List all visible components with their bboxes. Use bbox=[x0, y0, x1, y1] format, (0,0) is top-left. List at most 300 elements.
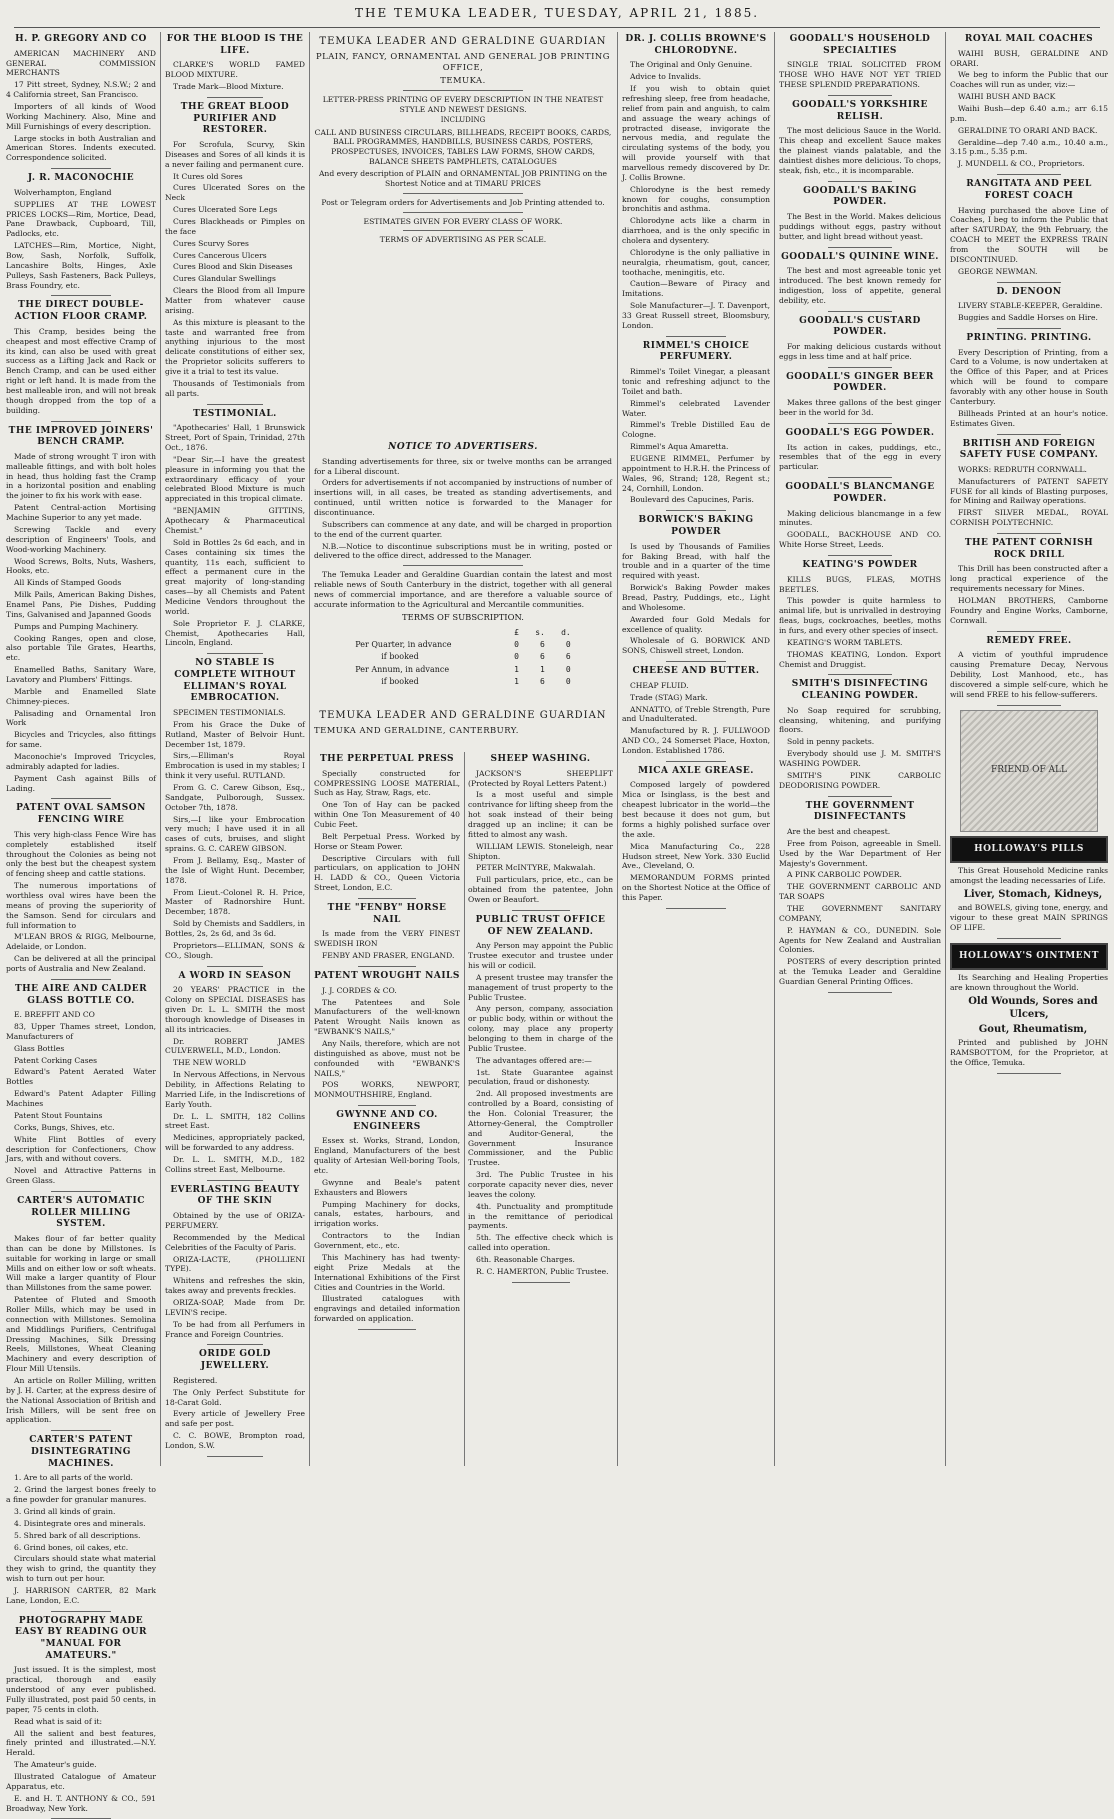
ad-text: Everybody should use J. M. SMITH'S WASHING POWDER. bbox=[779, 749, 941, 769]
ad-title: ROYAL MAIL COACHES bbox=[964, 34, 1094, 44]
ad-text: An article on Roller Milling, written by J. H. Carter, at the express desire of the National Association of British and Irish Millers, will be sent free on application. bbox=[6, 1376, 156, 1425]
ad-title: THE PERPETUAL PRESS bbox=[319, 754, 455, 764]
ad-text: Chlorodyne is the best remedy known for coughs, consumption bronchitis and asthma. bbox=[622, 184, 770, 214]
ad-text: The Best in the World. Makes delicious puddings without eggs, pastry without butter, and light bread without yeast. bbox=[779, 212, 941, 241]
divider bbox=[828, 992, 893, 993]
ad-text: Patent Central-action Mortising Machine Superior to any yet made. bbox=[6, 503, 156, 523]
ad-text: AMERICAN MACHINERY AND GENERAL COMMISSION MERCHANTS bbox=[6, 48, 156, 78]
ad-text: LIVERY STABLE-KEEPER, Geraldine. bbox=[958, 301, 1103, 311]
divider bbox=[997, 1073, 1060, 1074]
row-label: if booked bbox=[381, 652, 419, 662]
divider bbox=[51, 979, 111, 980]
ad-title: SHEEP WASHING. bbox=[490, 754, 591, 764]
divider bbox=[403, 212, 522, 213]
row-label: Per Quarter, in advance bbox=[355, 640, 452, 650]
advertisement bbox=[6, 984, 156, 1186]
advertisement bbox=[622, 34, 770, 331]
ad-title: REMEDY FREE. bbox=[986, 635, 1072, 646]
advertisement bbox=[6, 1196, 156, 1425]
divider bbox=[828, 423, 893, 424]
advertisement bbox=[779, 428, 941, 472]
ad-text: Gwynne and Beale's patent Exhausters and Blowers bbox=[314, 1177, 460, 1197]
ad-text: Liver, Stomach, Kidneys, bbox=[963, 888, 1103, 900]
ad-text: Dr. L. L. SMITH, M.D., 182 Collins street East, Melbourne. bbox=[165, 1155, 305, 1174]
column-divider bbox=[774, 32, 775, 1466]
ad-text: Cooking Ranges, open and close, also portable Tile Grates, Hearths, etc. bbox=[6, 633, 156, 663]
ad-text: Palisading and Ornamental Iron Work bbox=[6, 708, 156, 728]
ad-text: Medicines, appropriately packed, will be forwarded to any address. bbox=[165, 1133, 305, 1153]
ad-text: We beg to inform the Public that our Coaches will run as under, viz:— bbox=[950, 70, 1108, 90]
ad-text: MEMORANDUM FORMS printed on the Shortest Notice at the Office of this Paper. bbox=[622, 873, 770, 902]
ad-title: A WORD IN SEASON bbox=[178, 970, 292, 981]
ad-title: SMITH'S DISINFECTING CLEANING POWDER. bbox=[791, 679, 929, 702]
ad-text: From G. C. Carew Gibson, Esq., Sandgate, Pulborough, Sussex. October 7th, 1878. bbox=[165, 783, 305, 812]
table-row bbox=[351, 676, 575, 688]
divider bbox=[828, 95, 893, 96]
divider bbox=[666, 761, 725, 762]
ad-text: and BOWELS, giving tone, energy, and vigour to these great MAIN SPRINGS OF LIFE. bbox=[950, 902, 1108, 932]
col-head: £ bbox=[514, 627, 519, 637]
divider bbox=[358, 1329, 416, 1330]
ad-text: Registered. bbox=[173, 1375, 218, 1385]
ad-title: THE GREAT BLOOD PURIFIER AND RESTORER. bbox=[180, 101, 290, 136]
ad-text: Sirs,—I like your Embrocation very much; I have used it in all cases of cuts, bruises, and slight sprains. G. C. CAREW GIBSON. bbox=[165, 814, 305, 854]
advertisement bbox=[950, 538, 1108, 626]
ad-title: THE IMPROVED JOINERS' BENCH CRAMP. bbox=[8, 425, 154, 448]
divider bbox=[358, 898, 416, 899]
ad-text: 1st. State Guarantee against peculation, fraud or dishonesty. bbox=[468, 1067, 613, 1087]
ad-text: Is used by Thousands of Families for Baking Bread, with half the trouble and in a quarter of the time required with yeast. bbox=[622, 541, 770, 581]
ad-text: SMITH'S PINK CARBOLIC DEODORISING POWDER. bbox=[779, 770, 941, 790]
ad-title: PATENT OVAL SAMSON FENCING WIRE bbox=[16, 803, 146, 826]
divider bbox=[207, 404, 263, 405]
cell: 0 bbox=[514, 652, 519, 662]
ad-title: FOR THE BLOOD IS THE LIFE. bbox=[166, 34, 304, 56]
divider bbox=[403, 565, 522, 566]
ad-text: From J. Bellamy, Esq., Master of the Isle of Wight Hunt. December, 1878. bbox=[165, 856, 305, 885]
ad-text: Advice to Invalids. bbox=[630, 72, 701, 82]
ad-text: Geraldine—dep 7.40 a.m., 10.40 a.m., 3.15 p.m., 5.35 p.m. bbox=[950, 137, 1108, 157]
ad-text: Every Description of Printing, from a Card to a Volume, is now undertaken at the Office of this Paper, and at Prices which will be found to compare favorably with any other house in South Canterbury. bbox=[950, 347, 1108, 406]
ad-text: Edward's Patent Aerated Water Bottles bbox=[6, 1067, 156, 1087]
advertisement bbox=[165, 34, 305, 92]
ad-text: THE NEW WORLD bbox=[173, 1058, 246, 1068]
advertisement bbox=[950, 636, 1108, 700]
divider bbox=[997, 938, 1060, 939]
table-row bbox=[351, 664, 575, 676]
ad-text: From Lieut.-Colonel R. H. Price, Master of Radnorshire Hunt. December, 1878. bbox=[165, 887, 305, 917]
ad-text: HOLMAN BROTHERS, Camborne Foundry and Engine Works, Camborne, Cornwall. bbox=[950, 595, 1108, 625]
ad-text: Novel and Attractive Patterns in Green Glass. bbox=[6, 1166, 156, 1186]
ad-text: Every article of Jewellery Free and safe per post. bbox=[165, 1409, 305, 1429]
ad-text: Any Person may appoint the Public Trustee executor and trustee under his will or codicil. bbox=[468, 941, 613, 970]
ad-text: This Great Household Medicine ranks amongst the leading necessaries of Life. bbox=[950, 866, 1108, 886]
ad-text: For Scrofula, Scurvy, Skin Diseases and Sores of all kinds it is a never failing and permanent cure. bbox=[165, 140, 305, 169]
divider bbox=[828, 311, 893, 312]
ad-title: DR. J. COLLIS BROWNE'S CHLORODYNE. bbox=[625, 34, 767, 56]
ad-text: Chlorodyne is the only palliative in neuralgia, rheumatism, gout, cancer, toothache, meningitis, etc. bbox=[622, 247, 770, 277]
ad-text: POSTERS of every description printed at the Temuka Leader and Geraldine Guardian General Printing Offices. bbox=[779, 957, 941, 987]
ad-text: Rimmel's celebrated Lavender Water. bbox=[622, 398, 770, 418]
ad-text: Old Wounds, Sores and Ulcers, bbox=[968, 995, 1098, 1020]
ad-text: Its Searching and Healing Properties are known throughout the World. bbox=[950, 973, 1108, 993]
notice-to-advertisers bbox=[314, 440, 612, 700]
ad-text: Sold in Bottles 2s 6d each, and in Cases containing six times the quantity, 11s each, sufficient to effect a permanent cure in the great majority of long-standing cases—by all Chemists and Patent Medicine Vendors throughout the world. bbox=[165, 537, 305, 616]
ad-text: Its action in cakes, puddings, etc., resembles that of the egg in every particular. bbox=[779, 442, 941, 472]
notice-heading: NOTICE TO ADVERTISERS. bbox=[388, 442, 538, 452]
ad-text: A present trustee may transfer the management of trust property to the Public Trustee. bbox=[468, 972, 613, 1002]
ad-text: Illustrated catalogues with engravings and detailed information forwarded on application. bbox=[314, 1294, 460, 1324]
ad-text: Printed and published by JOHN RAMSBOTTOM, for the Proprietor, at the Office, Temuka. bbox=[950, 1037, 1108, 1067]
ad-text: Enamelled Baths, Sanitary Ware, Lavatory and Plumbers' Fittings. bbox=[6, 665, 156, 684]
ad-text: WILLIAM LEWIS. Stoneleigh, near Shipton. bbox=[468, 841, 613, 861]
ad-text: The most delicious Sauce in the World. This cheap and excellent Sauce makes the plainest viands palatable, and the daintiest dishes more delicious. To chops, steak, fish, etc., it is incomparable. bbox=[779, 126, 941, 175]
advertisement bbox=[314, 971, 460, 1100]
advertisement bbox=[779, 100, 941, 176]
divider bbox=[51, 421, 111, 422]
ad-text: Are the best and cheapest. bbox=[787, 827, 891, 837]
ad-text: This Cramp, besides being the cheapest and most effective Cramp of its kind, can also be used with great success as a Lifting Jack and Rack or Bench Cramp, and can be used either right or left hand. It is made from the best malleable iron, and will not break though dropped from the top of a building. bbox=[6, 326, 156, 415]
ad-text: Wood Screws, Bolts, Nuts, Washers, Hooks, etc. bbox=[6, 556, 156, 576]
ad-text: Large stocks in both Australian and American Stores. Indents executed. Correspondence solicited. bbox=[6, 133, 156, 163]
advertisement bbox=[314, 903, 460, 961]
ad-text: C. C. BOWE, Brompton road, London, S.W. bbox=[165, 1431, 305, 1450]
advertisement bbox=[779, 801, 941, 987]
ad-text: Makes flour of far better quality than can be done by Millstones. Is suitable for working in large or small Mills and on either low or soft wheats. Will make a larger quantity of Flour than Millstones from the same power. bbox=[6, 1234, 156, 1293]
row-label: Per Annum, in advance bbox=[355, 664, 450, 674]
ad-text: All the salient and best features, finely printed and illustrated.—N.Y. Herald. bbox=[6, 1728, 156, 1758]
ad-text: Clears the Blood from all Impure Matter from whatever cause arising. bbox=[165, 286, 305, 315]
divider bbox=[207, 1456, 263, 1457]
advertisement bbox=[165, 658, 305, 960]
ad-text: Trade (STAG) Mark. bbox=[630, 692, 708, 702]
ad-text: KEATING'S WORM TABLETS. bbox=[787, 637, 903, 647]
ad-text: Sold in penny packets. bbox=[787, 737, 875, 747]
ad-text: 4th. Punctuality and promptitude in the remittance of periodical payments. bbox=[468, 1201, 613, 1231]
ad-text: Screwing Tackle and every description of Engineers' Tools, and Wood-working Machinery. bbox=[6, 524, 156, 554]
ad-title: ORIDE GOLD JEWELLERY. bbox=[199, 1349, 271, 1372]
ad-text: POS WORKS, NEWPORT, MONMOUTHSHIRE, England. bbox=[314, 1080, 460, 1100]
row-label: if booked bbox=[381, 677, 419, 687]
ad-title: RANGITATA AND PEEL FOREST COACH bbox=[966, 179, 1092, 201]
including-label: INCLUDING bbox=[440, 116, 486, 125]
ad-text: From his Grace the Duke of Rutland, Master of Belvoir Hunt. December 1st, 1879. bbox=[165, 719, 305, 749]
ad-text: 1. Are to all parts of the world. bbox=[14, 1473, 133, 1483]
ad-title: NO STABLE IS COMPLETE WITHOUT ELLIMAN'S ROYAL EMBROCATION. bbox=[174, 658, 296, 704]
divider bbox=[828, 674, 893, 675]
ad-text: "BENJAMIN GITTINS, Apothecary & Pharmaceutical Chemist." bbox=[165, 506, 305, 535]
ad-text: 5th. The effective check which is called into operation. bbox=[468, 1233, 613, 1253]
advertisement bbox=[950, 333, 1108, 429]
ad-text: Is a most useful and simple contrivance for lifting sheep from the hot soak instead of their being dragged up an incline; it can be fitted to almost any wash. bbox=[468, 790, 613, 839]
printing-office-ad bbox=[314, 32, 612, 437]
ad-text: Sirs,—Elliman's Royal Embrocation is used in my stables; I think it very useful. RUTLAND. bbox=[165, 751, 306, 781]
ad-text: ORIZA-SOAP, Made from Dr. LEVIN'S recipe. bbox=[165, 1298, 305, 1317]
ad-text: ANNATTO, of Treble Strength, Pure and Unadulterated. bbox=[622, 704, 770, 724]
center-header-place: TEMUKA. bbox=[440, 74, 486, 85]
ad-text: Illustrated Catalogue of Amateur Apparatus, etc. bbox=[6, 1772, 156, 1791]
ad-text: As this mixture is pleasant to the taste and warranted free from anything injurious to the most delicate constitutions of either sex, the Proprietor solicits sufferers to give it a trial to test its value. bbox=[165, 317, 305, 377]
ad-text: SUPPLIES AT THE LOWEST PRICES LOCKS—Rim, Mortice, Dead, Pane Drawback, Cupboard, Till, Padlocks, etc. bbox=[6, 199, 156, 239]
ad-text: The numerous importations of worthless oval wires have been the means of proving the superiority of the Samson. Send for circulars and full information to bbox=[6, 881, 156, 930]
cell: 6 bbox=[540, 677, 545, 687]
divider bbox=[51, 1611, 111, 1612]
divider bbox=[403, 193, 522, 194]
ad-text: Caution—Beware of Piracy and Imitations. bbox=[622, 279, 770, 299]
ad-text: This powder is quite harmless to animal life, but is unrivalled in destroying fleas, bugs, cockroaches, beetles, moths in furs, and every other species of insect. bbox=[779, 596, 941, 635]
divider bbox=[358, 1105, 416, 1106]
ad-text: "Apothecaries' Hall, 1 Brunswick Street, Port of Spain, Trinidad, 27th Oct., 1876. bbox=[165, 423, 305, 453]
ad-text: Buggies and Saddle Horses on Hire. bbox=[958, 313, 1098, 323]
divider bbox=[828, 796, 893, 797]
ad-title: GOODALL'S CUSTARD POWDER. bbox=[799, 315, 921, 338]
ad-title: PRINTING. PRINTING. bbox=[966, 332, 1092, 343]
divider bbox=[51, 798, 111, 799]
ad-title: THE DIRECT DOUBLE-ACTION FLOOR CRAMP. bbox=[14, 300, 148, 323]
ad-text: GOODALL, BACKHOUSE AND CO. White Horse Street, Leeds. bbox=[779, 530, 941, 550]
ad-text: A PINK CARBOLIC POWDER. bbox=[787, 870, 902, 880]
ad-title: CARTER'S PATENT DISINTEGRATING MACHINES. bbox=[29, 1435, 133, 1469]
ad-text: Dr. ROBERT JAMES CULVERWELL, M.D., London. bbox=[165, 1036, 305, 1056]
ad-text: Cures Ulcerated Sore Legs bbox=[173, 205, 278, 215]
footer-title: TEMUKA LEADER AND GERALDINE GUARDIAN bbox=[319, 710, 607, 721]
ad-text: R. C. HAMERTON, Public Trustee. bbox=[476, 1266, 609, 1276]
ad-text: Contractors to the Indian Government, etc., etc. bbox=[314, 1231, 460, 1251]
ad-title: GOODALL'S YORKSHIRE RELISH. bbox=[792, 99, 928, 122]
ad-title: MICA AXLE GREASE. bbox=[638, 765, 754, 776]
ad-text: This very high-class Fence Wire has completely established itself throughout the Colonies as being not only the best but the cheapest system of fencing sheep and cattle stations. bbox=[6, 829, 156, 879]
ad-text: Awarded four Gold Medals for excellence of quality. bbox=[622, 614, 770, 634]
divider bbox=[207, 1344, 263, 1345]
ad-text: Whitens and refreshes the skin, takes away and prevents freckles. bbox=[165, 1276, 305, 1296]
ad-text: 83, Upper Thames street, London, Manufacturers of bbox=[6, 1022, 156, 1041]
column-1 bbox=[6, 32, 156, 1813]
ad-text: Cures Blood and Skin Diseases bbox=[173, 262, 293, 272]
ad-text: Trade Mark—Blood Mixture. bbox=[173, 82, 284, 92]
advertisement bbox=[165, 1349, 305, 1450]
ad-text: Sole Manufacturer—J. T. Davenport, 33 Great Russell street, Bloomsbury, London. bbox=[622, 301, 770, 330]
divider bbox=[997, 282, 1060, 283]
divider bbox=[512, 1282, 570, 1283]
ad-text: Borwick's Baking Powder makes Bread, Pastry, Puddings, etc., Light and Wholesome. bbox=[622, 583, 770, 612]
divider bbox=[828, 247, 893, 248]
ad-text: The Patentees and Sole Manufacturers of the well-known Patent Wrought Nails known as "EWBANK'S NAILS," bbox=[314, 997, 460, 1037]
ad-title: THE GOVERNMENT DISINFECTANTS bbox=[805, 800, 915, 823]
ad-title: TESTIMONIAL. bbox=[193, 408, 277, 419]
advertisement bbox=[950, 439, 1108, 529]
center-header-sub: PLAIN, FANCY, ORNAMENTAL AND GENERAL JOB PRINTING OFFICE, bbox=[316, 51, 610, 72]
ad-text: 2nd. All proposed investments are controlled by a Board, consisting of the Hon. Colonial Treasurer, the Attorney-General, the Comptroller and Auditor-General, the Government Insurance Commissioner, and the Public Trustee. bbox=[468, 1089, 613, 1168]
ad-text: THE GOVERNMENT CARBOLIC AND TAR SOAPS bbox=[779, 882, 941, 902]
ad-text: Sold by Chemists and Saddlers, in Bottles, 2s, 2s 6d, and 3s 6d. bbox=[165, 919, 305, 939]
divider bbox=[997, 328, 1060, 329]
ad-text: 4. Disintegrate ores and minerals. bbox=[14, 1518, 146, 1528]
advertisement bbox=[622, 666, 770, 756]
ad-text: To be had from all Perfumers in France and Foreign Countries. bbox=[165, 1319, 305, 1339]
ad-text: 6. Grind bones, oil cakes, etc. bbox=[14, 1542, 129, 1552]
ad-title: HOLLOWAY'S OINTMENT bbox=[950, 943, 1108, 971]
ad-text: EUGENE RIMMEL, Perfumer by appointment to H.R.H. the Princess of Wales, 96, Strand; 128, Regent st.; 24, Cornhill, London. bbox=[622, 453, 770, 493]
ad-text: Dr. L. L. SMITH, 182 Collins street East. bbox=[165, 1111, 305, 1131]
center-left-column bbox=[314, 752, 460, 1466]
divider bbox=[666, 336, 725, 337]
ad-text: Obtained by the use of ORIZA-PERFUMERY. bbox=[165, 1211, 305, 1230]
ad-text: CLARKE'S WORLD FAMED BLOOD MIXTURE. bbox=[165, 60, 305, 80]
divider bbox=[358, 966, 416, 967]
notice-para: N.B.—Notice to discontinue subscriptions must be in writing, posted or delivered to the office direct, addressed to the Manager. bbox=[314, 541, 612, 561]
ad-text: CHEAP FLUID. bbox=[630, 680, 689, 690]
ad-text: 3rd. The Public Trustee in his corporate capacity never dies, never leaves the colony. bbox=[468, 1170, 613, 1199]
ad-text: Payment Cash against Bills of Lading. bbox=[6, 773, 156, 793]
ad-text: 20 YEARS' PRACTICE in the Colony on SPECIAL DISEASES has given Dr. L. L. SMITH the most thorough knowledge of Diseases in all its intricacies. bbox=[165, 985, 305, 1034]
ad-title: THE AIRE AND CALDER GLASS BOTTLE CO. bbox=[14, 983, 148, 1006]
ad-text: A victim of youthful imprudence causing Premature Decay, Nervous Debility, Lost Manhood, etc., has discovered a simple self-cure, which he will send FREE to his fellow-sufferers. bbox=[950, 650, 1108, 699]
ad-text: Glass Bottles bbox=[14, 1043, 65, 1053]
cell: 1 bbox=[540, 664, 545, 674]
ad-text: Waihi Bush—dep 6.40 a.m.; arr 6.15 p.m. bbox=[950, 103, 1108, 123]
ad-text: The best and most agreeable tonic yet introduced. The best known remedy for indigestion, loss of appetite, general debility, etc. bbox=[779, 266, 941, 305]
ad-text: Rimmel's Toilet Vinegar, a pleasant tonic and refreshing adjunct to the Toilet and bath. bbox=[622, 367, 770, 396]
advertisement bbox=[6, 1435, 156, 1605]
footer-sub: TEMUKA AND GERALDINE, CANTERBURY. bbox=[314, 725, 519, 735]
ad-text: Cures Ulcerated Sores on the Neck bbox=[165, 183, 305, 203]
ad-text: Milk Pails, American Baking Dishes, Enamel Pans, Pie Dishes, Pudding Tins, Galvanised and Japanned Goods bbox=[6, 590, 156, 619]
ad-text: Can be delivered at all the principal ports of Australia and New Zealand. bbox=[6, 954, 156, 973]
ad-text: Mica Manufacturing Co., 228 Hudson street, New York. 330 Euclid Ave., Cleveland, O. bbox=[622, 841, 770, 871]
advertisement bbox=[779, 34, 941, 90]
ad-text: Rimmel's Aqua Amaretta. bbox=[630, 442, 729, 452]
advertisement bbox=[6, 803, 156, 973]
ad-text: P. HAYMAN & CO., DUNEDIN. Sole Agents for New Zealand and Australian Colonies. bbox=[779, 925, 941, 955]
ad-title: GWYNNE AND CO. ENGINEERS bbox=[336, 1110, 438, 1132]
ad-text: KILLS BUGS, FLEAS, MOTHS BEETLES. bbox=[779, 574, 941, 594]
advertisement bbox=[6, 34, 156, 163]
column-divider bbox=[617, 32, 618, 1466]
ad-text: J. HARRISON CARTER, 82 Mark Lane, London, E.C. bbox=[6, 1585, 156, 1605]
col-head: d. bbox=[561, 627, 571, 637]
ad-text: 5. Shred bark of all descriptions. bbox=[14, 1530, 141, 1540]
holloway-engraving-image: FRIEND OF ALL bbox=[960, 710, 1098, 832]
cell: 0 bbox=[565, 664, 571, 674]
column-divider bbox=[945, 32, 946, 1466]
ad-text: Patent Stout Fountains bbox=[14, 1110, 103, 1120]
ad-text: One Ton of Hay can be packed within One Ton Measurement of 40 Cubic Feet. bbox=[314, 800, 460, 829]
ad-text: Importers of all kinds of Wood Working Machinery. Also, Mine and Mill Furnishings of every description. bbox=[6, 101, 156, 131]
ad-text: J. J. CORDES & CO. bbox=[322, 985, 397, 995]
ad-text: Maconochie's Improved Tricycles, admirably adapted for ladies. bbox=[6, 751, 156, 771]
advertisement bbox=[314, 1110, 460, 1324]
ad-title: BRITISH AND FOREIGN SAFETY FUSE COMPANY. bbox=[959, 438, 1099, 461]
ad-text: Recommended by the Medical Celebrities of the Faculty of Paris. bbox=[165, 1232, 305, 1252]
ad-text: Proprietors—ELLIMAN, SONS & CO., Slough. bbox=[165, 940, 305, 960]
ad-text: Read what is said of it: bbox=[14, 1716, 103, 1726]
ad-text: J. MUNDELL & CO., Proprietors. bbox=[958, 159, 1085, 169]
advertisement bbox=[779, 186, 941, 242]
column-7 bbox=[950, 32, 1108, 1466]
ad-text: GERALDINE TO ORARI AND BACK. bbox=[958, 125, 1098, 135]
ad-title: GOODALL'S GINGER BEER POWDER. bbox=[786, 371, 934, 394]
advertisement bbox=[779, 316, 941, 362]
divider bbox=[666, 908, 725, 909]
ad-text: If you wish to obtain quiet refreshing sleep, free from headache, relief from pain and anguish, to calm and assuage the weary achings of protracted disease, invigorate the nervous media, and regulate the circulating systems of the body, you will provide yourself with that marvellous remedy discovered by Dr. J. Collis Browne. bbox=[622, 84, 770, 182]
ad-text: The Original and Only Genuine. bbox=[630, 60, 753, 70]
ad-text: Corks, Bungs, Shives, etc. bbox=[14, 1122, 115, 1132]
advertisement bbox=[165, 409, 305, 649]
ad-text: ORIZA-LACTE, (PHOLLIENI TYPE). bbox=[165, 1254, 305, 1274]
divider bbox=[828, 555, 893, 556]
divider bbox=[666, 510, 725, 511]
ad-text: 6th. Reasonable Charges. bbox=[476, 1255, 575, 1265]
ad-title: EVERLASTING BEAUTY OF THE SKIN bbox=[170, 1184, 300, 1207]
ad-text: THOMAS KEATING, London. Export Chemist and Druggist. bbox=[779, 649, 941, 669]
ad-title: CARTER'S AUTOMATIC ROLLER MILLING SYSTEM. bbox=[17, 1195, 145, 1230]
ad-text: Edward's Patent Adapter Filling Machines bbox=[6, 1089, 156, 1109]
cell: 1 bbox=[514, 677, 519, 687]
plain-job: And every description of PLAIN and ORNAMENTAL JOB PRINTING on the Shortest Notice and at TIMARU PRICES bbox=[318, 169, 608, 188]
notice-para: Orders for advertisements if not accompanied by instructions of number of insertions will, in all cases, be treated as standing advertisements, and continued, until written notice is forwarded to the Manager for discontinuance. bbox=[314, 478, 612, 517]
ad-text: Specially constructed for COMPRESSING LOOSE MATERIAL, Such as Hay, Straw, Rags, etc. bbox=[314, 768, 460, 798]
ad-text: Cures Scurvy Sores bbox=[173, 238, 249, 248]
advertisement bbox=[6, 173, 156, 290]
ad-text: SINGLE TRIAL SOLICITED FROM THOSE WHO HAVE NOT YET TRIED THESE SPLENDID PREPARATIONS. bbox=[779, 60, 941, 90]
ad-text: It Cures old Sores bbox=[173, 171, 243, 181]
ad-text: All Kinds of Stamped Goods bbox=[14, 578, 122, 588]
ad-title: PATENT WROUGHT NAILS bbox=[314, 970, 460, 981]
advertisement bbox=[950, 287, 1108, 323]
advertisement bbox=[314, 754, 460, 893]
ad-text: The Amateur's guide. bbox=[14, 1760, 97, 1770]
table-row bbox=[351, 651, 575, 663]
ad-text: Any person, company, association or public body, within or without the colony, may place any property belonging to them in charge of the Public Trustee. bbox=[468, 1004, 613, 1053]
advertisement bbox=[779, 482, 941, 550]
ad-title: THE PATENT CORNISH ROCK DRILL bbox=[964, 538, 1094, 560]
advertisement bbox=[622, 341, 770, 506]
advertisement bbox=[779, 372, 941, 418]
ad-title: GOODALL'S EGG POWDER. bbox=[785, 427, 935, 438]
advertisement bbox=[165, 102, 305, 399]
ad-text: This Machinery has had twenty-eight Prize Medals at the International Exhibitions of the First Cities and Countries in the World. bbox=[314, 1252, 460, 1292]
column-divider bbox=[464, 752, 465, 1466]
advertisement bbox=[468, 915, 613, 1277]
ad-text: No Soap required for scrubbing, cleansing, whitening, and purifying floors. bbox=[779, 705, 941, 735]
divider bbox=[207, 1180, 263, 1181]
ad-text: Billheads Printed at an hour's notice. Estimates Given. bbox=[950, 408, 1108, 428]
advertisement bbox=[468, 754, 613, 905]
divider bbox=[207, 653, 263, 654]
ad-text: M'LEAN BROS & RIGG, Melbourne, Adelaide, or London. bbox=[6, 932, 156, 952]
ad-text: JACKSON'S SHEEPLIFT (Protected by Royal Letters Patent.) bbox=[468, 768, 613, 788]
divider bbox=[997, 533, 1060, 534]
advertisement bbox=[950, 710, 1108, 933]
divider bbox=[666, 661, 725, 662]
advertisement bbox=[6, 426, 156, 794]
divider bbox=[51, 168, 111, 169]
ad-title: BORWICK'S BAKING POWDER bbox=[638, 515, 754, 537]
ad-title: CHEESE AND BUTTER. bbox=[632, 666, 760, 677]
advertisement bbox=[6, 1616, 156, 1814]
ad-title: GOODALL'S BAKING POWDER. bbox=[803, 185, 917, 208]
ad-text: The Only Perfect Substitute for 18-Carat Gold. bbox=[165, 1387, 305, 1407]
ad-text: Rimmel's Treble Distilled Eau de Cologne. bbox=[622, 420, 770, 440]
ad-text: This Drill has been constructed after a long practical experience of the requirements necessary for Mines. bbox=[950, 564, 1108, 594]
ad-text: Essex st. Works, Strand, London, England, Manufacturers of the best quality of Artesian Well-boring Tools, etc. bbox=[314, 1136, 460, 1176]
ad-text: "Dear Sir,—I have the greatest pleasure in informing you that the extraordinary efficacy of your celebrated Blood Mixture is much appreciated in this tropical climate. bbox=[165, 454, 305, 504]
divider bbox=[997, 631, 1060, 632]
cell: 6 bbox=[540, 640, 545, 650]
ad-text: Belt Perpetual Press. Worked by Horse or Steam Power. bbox=[314, 831, 460, 851]
ad-text: Pumps and Pumping Machinery. bbox=[14, 621, 139, 631]
divider bbox=[512, 910, 570, 911]
